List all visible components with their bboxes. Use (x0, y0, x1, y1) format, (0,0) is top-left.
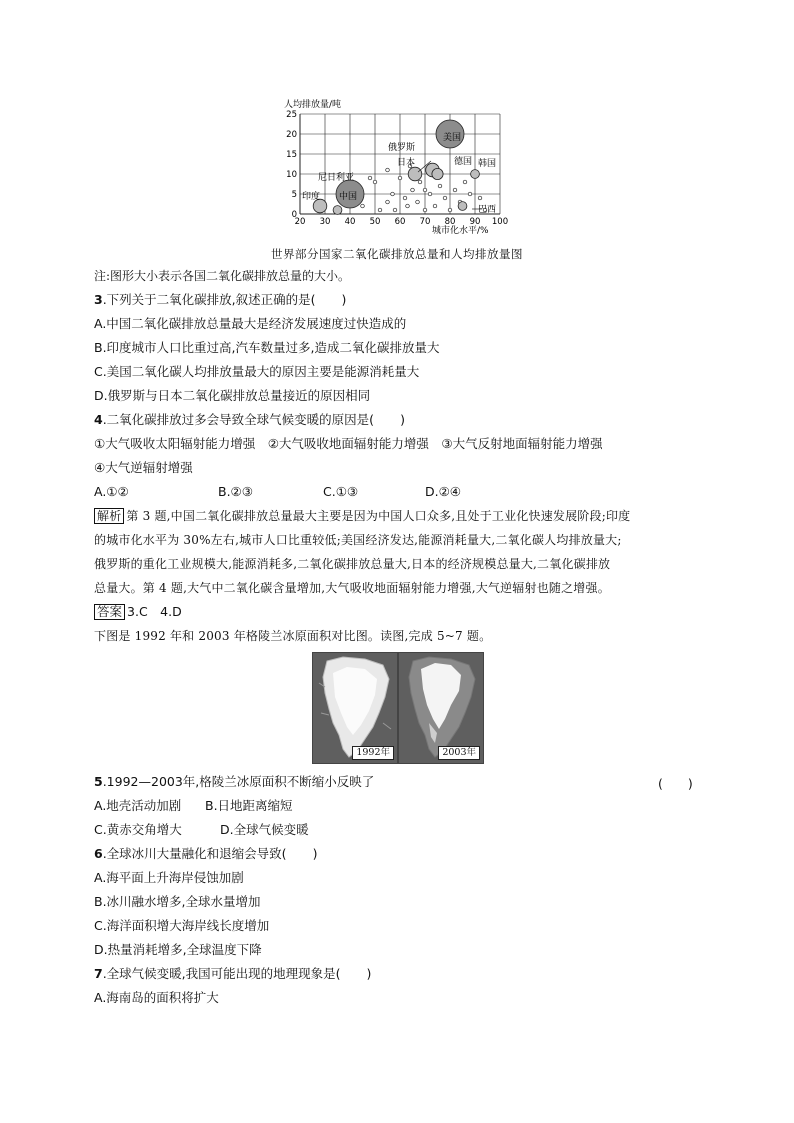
label-india: 印度 (302, 192, 321, 202)
small-dot-16 (443, 196, 447, 200)
small-dot-2 (378, 208, 382, 212)
analysis-line-3: 俄罗斯的重化工业规模大,能源消耗多,二氧化碳排放总量大,日本的经济规模总量大,二氧化碳排放 (94, 557, 611, 571)
x-tick-70: 70 (419, 217, 431, 227)
small-dot-18 (453, 188, 457, 192)
intro-5-7: 下图是 1992 年和 2003 年格陵兰冰原面积对比图。读图,完成 5~7 题。 (94, 629, 492, 643)
map-label-1992: 1992年 (352, 746, 394, 760)
q6-stem (94, 846, 317, 862)
bubble-5 (471, 170, 480, 179)
label-japan: 日本 (397, 158, 416, 168)
bubble-8 (458, 202, 467, 211)
small-dot-13 (428, 192, 432, 196)
small-dot-9 (411, 188, 415, 192)
small-dot-17 (448, 208, 452, 212)
q4-items-1: ①大气吸收太阳辐射能力增强 ②大气吸收地面辐射能力增强 ③大气反射地面辐射能力增强 (94, 436, 603, 451)
x-tick-40: 40 (344, 217, 356, 227)
label-usa: 美国 (443, 133, 462, 143)
q6-option-d[interactable]: D.热量消耗增多,全球温度下降 (94, 942, 262, 957)
chart-note: 注:图形大小表示各国二氧化碳排放总量的大小。 (94, 269, 351, 283)
answer-text: 3.C 4.D (127, 604, 182, 619)
q4-stem-text: .二氧化碳排放过多会导致全球气候变暖的原因是( (102, 412, 375, 427)
q3-option-d[interactable]: D.俄罗斯与日本二氧化碳排放总量接近的原因相同 (94, 388, 371, 403)
bubble-7 (333, 206, 342, 215)
x-axis-label: 城市化水平/% (432, 226, 489, 236)
answer-line (94, 604, 182, 620)
q3-stem (94, 292, 346, 308)
answer-tag: 答案 (94, 604, 125, 620)
q7-number: 7 (94, 966, 103, 981)
q5-number: 5 (94, 774, 103, 789)
label-germany: 德国 (454, 157, 473, 167)
q6-paren-close: ) (312, 846, 318, 861)
q5-stem (94, 774, 374, 790)
q5-option-d[interactable]: D.全球气候变暖 (220, 822, 309, 837)
q3-option-b[interactable]: B.印度城市人口比重过高,汽车数量过多,造成二氧化碳排放量大 (94, 340, 440, 355)
y-tick-15: 15 (286, 150, 297, 160)
small-dot-11 (418, 180, 422, 184)
q6-number: 6 (94, 846, 103, 861)
q3-option-c[interactable]: C.美国二氧化碳人均排放量最大的原因主要是能源消耗量大 (94, 364, 420, 379)
y-tick-labels (286, 110, 297, 220)
analysis-line-1 (94, 508, 630, 524)
q5-stem-text: .1992—2003年,格陵兰冰原面积不断缩小反映了 (102, 774, 375, 789)
q3-option-a[interactable]: A.中国二氧化碳排放总量最大是经济发展速度过快造成的 (94, 316, 407, 331)
small-dot-1 (373, 180, 377, 184)
label-china: 中国 (339, 192, 358, 202)
q6-stem-text: .全球冰川大量融化和退缩会导致( (102, 846, 287, 861)
small-dot-3 (386, 200, 390, 204)
y-tick-0: 0 (291, 210, 297, 220)
q5-answer-paren: ( ) (658, 776, 693, 791)
greenland-map-2003 (398, 652, 484, 764)
q7-paren-close: ) (366, 966, 372, 981)
q3-paren-close: ) (341, 292, 347, 307)
y-tick-10: 10 (286, 170, 297, 180)
q4-items-2: ④大气逆辐射增强 (94, 460, 193, 475)
small-dot-14 (433, 204, 437, 208)
y-tick-25: 25 (286, 110, 297, 120)
y-tick-20: 20 (286, 130, 297, 140)
label-brazil: 巴西 (478, 205, 497, 215)
label-korea: 韩国 (478, 159, 497, 169)
small-dot-6 (398, 176, 402, 180)
q5-option-a[interactable]: A.地壳活动加剧 (94, 798, 182, 813)
small-dot-5 (393, 208, 397, 212)
q4-stem (94, 412, 405, 428)
greenland-map-1992 (312, 652, 398, 764)
x-tick-20: 20 (294, 217, 306, 227)
small-dot-7 (403, 196, 407, 200)
y-axis-label: 人均排放量/吨 (284, 100, 342, 110)
small-dot-15 (438, 184, 442, 188)
x-tick-90: 90 (469, 217, 481, 227)
small-dot-8 (406, 204, 410, 208)
emission-scatter-chart (282, 96, 518, 236)
q7-option-a[interactable]: A.海南岛的面积将扩大 (94, 990, 219, 1005)
q4-option-d[interactable]: D.②④ (425, 484, 462, 499)
q5-option-c[interactable]: C.黄赤交角增大 (94, 822, 182, 837)
analysis-line-4: 总量大。第 4 题,大气中二氧化碳含量增加,大气吸收地面辐射能力增强,大气逆辐射也随之增强。 (94, 581, 610, 595)
q4-option-b[interactable]: B.②③ (218, 484, 253, 499)
small-dot-4 (391, 192, 395, 196)
q7-stem-text: .全球气候变暖,我国可能出现的地理现象是( (102, 966, 341, 981)
q6-option-c[interactable]: C.海洋面积增大海岸线长度增加 (94, 918, 270, 933)
q6-option-a[interactable]: A.海平面上升海岸侵蚀加剧 (94, 870, 244, 885)
x-tick-30: 30 (319, 217, 331, 227)
small-dot-24 (423, 188, 427, 192)
small-dot-26 (368, 176, 372, 180)
q4-paren-close: ) (400, 412, 405, 427)
small-dot-12 (423, 208, 427, 212)
analysis-line-2: 的城市化水平为 30%左右,城市人口比重较低;美国经济发达,能源消耗量大,二氧化碳人均排放量大; (94, 533, 622, 547)
small-dot-0 (361, 204, 365, 208)
x-tick-100: 100 (491, 217, 509, 227)
x-tick-80: 80 (444, 217, 456, 227)
label-nigeria: 尼日利亚 (318, 173, 355, 183)
bubble-3 (408, 167, 422, 181)
q4-option-a[interactable]: A.①② (94, 484, 129, 499)
q7-stem (94, 966, 371, 982)
q3-stem-text: .下列关于二氧化碳排放,叙述正确的是( (102, 292, 316, 307)
q3-number: 3 (94, 292, 103, 307)
bubble-4 (432, 168, 443, 179)
map-label-2003: 2003年 (438, 746, 480, 760)
small-dot-27 (386, 168, 390, 172)
q4-number: 4 (94, 412, 103, 427)
small-dot-10 (416, 200, 420, 204)
q4-option-c[interactable]: C.①③ (323, 484, 359, 499)
y-tick-5: 5 (291, 190, 297, 200)
x-tick-50: 50 (369, 217, 381, 227)
chart-caption: 世界部分国家二氧化碳排放总量和人均排放量图 (271, 247, 523, 261)
analysis-tag: 解析 (94, 508, 124, 524)
q6-option-b[interactable]: B.冰川融水增多,全球水量增加 (94, 894, 261, 909)
chart-svg (282, 96, 518, 236)
analysis-text-1: 第 3 题,中国二氧化碳排放总量最大主要是因为中国人口众多,且处于工业化快速发展阶段;印度 (126, 509, 631, 523)
small-dot-21 (468, 192, 472, 196)
small-dot-22 (478, 196, 482, 200)
q5-option-b[interactable]: B.日地距离缩短 (205, 798, 293, 813)
label-russia: 俄罗斯 (388, 143, 416, 153)
x-tick-60: 60 (394, 217, 406, 227)
other-country-dots (361, 164, 487, 212)
small-dot-20 (463, 180, 467, 184)
